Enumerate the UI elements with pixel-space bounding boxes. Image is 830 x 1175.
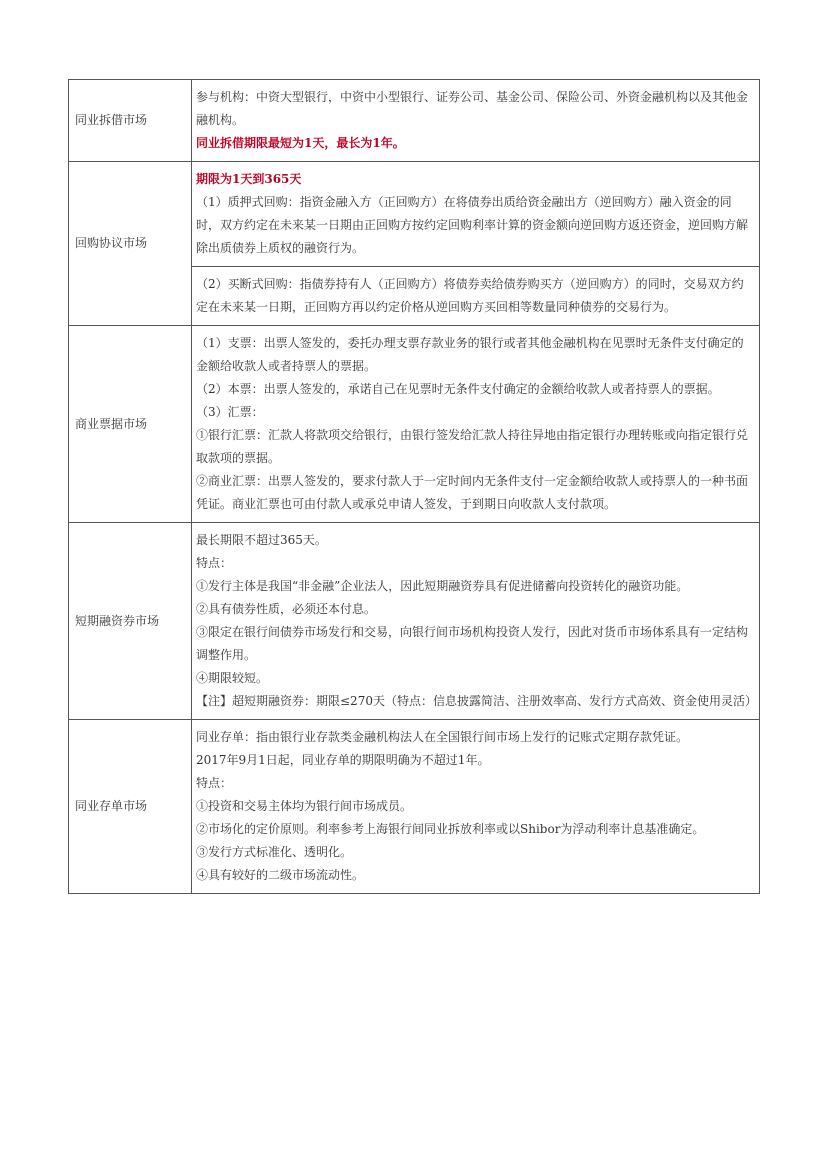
table-row xyxy=(69,326,760,523)
row-content xyxy=(192,720,760,894)
row-label: 回购协议市场 xyxy=(69,162,192,326)
highlight-line: 期限为1天到365天 xyxy=(196,172,302,186)
content-line: 特点： xyxy=(196,776,233,790)
content-line: （3）汇票： xyxy=(196,405,264,419)
row-content xyxy=(192,267,760,326)
row-content xyxy=(192,80,760,162)
content-line: ④期限较短。 xyxy=(196,671,269,685)
note-line: 【注】超短期融资券：期限≤270天（特点：信息披露简洁、注册效率高、发行方式高效、资金使用灵活） xyxy=(196,694,757,708)
table-row xyxy=(69,80,760,162)
content-line: ①投资和交易主体均为银行间市场成员。 xyxy=(196,799,413,813)
content-line: ①发行主体是我国“非金融”企业法人，因此短期融资券具有促进储蓄向投资转化的融资功能。 xyxy=(196,579,689,593)
money-market-table xyxy=(68,79,760,894)
content-line: （2）买断式回购：指债券持有人（正回购方）将债券卖给债券购买方（逆回购方）的同时，交易双方约定在未来某一日期，正回购方再以约定价格从逆回购方买回相等数量同种债券的交易行为。 xyxy=(196,277,744,314)
row-content xyxy=(192,326,760,523)
content-line: ④具有较好的二级市场流动性。 xyxy=(196,868,365,882)
document-page xyxy=(68,79,760,894)
content-line: ②具有债券性质，必须还本付息。 xyxy=(196,602,377,616)
content-line: 特点： xyxy=(196,556,233,570)
table-row xyxy=(69,162,760,267)
content-line: 2017年9月1日起，同业存单的期限明确为不超过1年。 xyxy=(196,753,490,767)
row-label: 短期融资券市场 xyxy=(69,523,192,720)
highlight-line: 同业拆借期限最短为1天，最长为1年。 xyxy=(196,136,405,150)
content-line: （1）质押式回购：指资金融入方（正回购方）在将债券出质给资金融出方（逆回购方）融入资金的同时，双方约定在未来某一日期由正回购方按约定回购利率计算的资金额向逆回购方返还资金，逆回购方解除出质债券上质权的融资行为。 xyxy=(196,195,749,255)
row-label: 商业票据市场 xyxy=(69,326,192,523)
content-line: （2）本票：出票人签发的，承诺自己在见票时无条件支付确定的金额给收款人或者持票人的票据。 xyxy=(196,382,720,396)
content-line: （1）支票：出票人签发的，委托办理支票存款业务的银行或者其他金融机构在见票时无条件支付确定的金额给收款人或者持票人的票据。 xyxy=(196,336,744,373)
row-label: 同业拆借市场 xyxy=(69,80,192,162)
content-line: 参与机构：中资大型银行，中资中小型银行、证券公司、基金公司、保险公司、外资金融机构以及其他金融机构。 xyxy=(196,90,749,127)
content-line: ①银行汇票：汇款人将款项交给银行，由银行签发给汇款人持往异地由指定银行办理转账或向指定银行兑取款项的票据。 xyxy=(196,428,749,465)
content-line: 最长期限不超过365天。 xyxy=(196,533,327,547)
content-line: ②商业汇票：出票人签发的，要求付款人于一定时间内无条件支付一定金额给收款人或持票人的一种书面凭证。商业汇票也可由付款人或承兑申请人签发，于到期日向收款人支付款项。 xyxy=(196,474,749,511)
content-line: 同业存单：指由银行业存款类金融机构法人在全国银行间市场上发行的记账式定期存款凭证。 xyxy=(196,730,689,744)
row-label: 同业存单市场 xyxy=(69,720,192,894)
row-content xyxy=(192,162,760,267)
row-content xyxy=(192,523,760,720)
content-line: ③限定在银行间债券市场发行和交易，向银行间市场机构投资人发行，因此对货币市场体系具有一定结构调整作用。 xyxy=(196,625,749,662)
table-row xyxy=(69,523,760,720)
content-line: ③发行方式标准化、透明化。 xyxy=(196,845,353,859)
content-line: ②市场化的定价原则。利率参考上海银行间同业拆放利率或以Shibor为浮动利率计息基准确定。 xyxy=(196,822,705,836)
table-row xyxy=(69,720,760,894)
